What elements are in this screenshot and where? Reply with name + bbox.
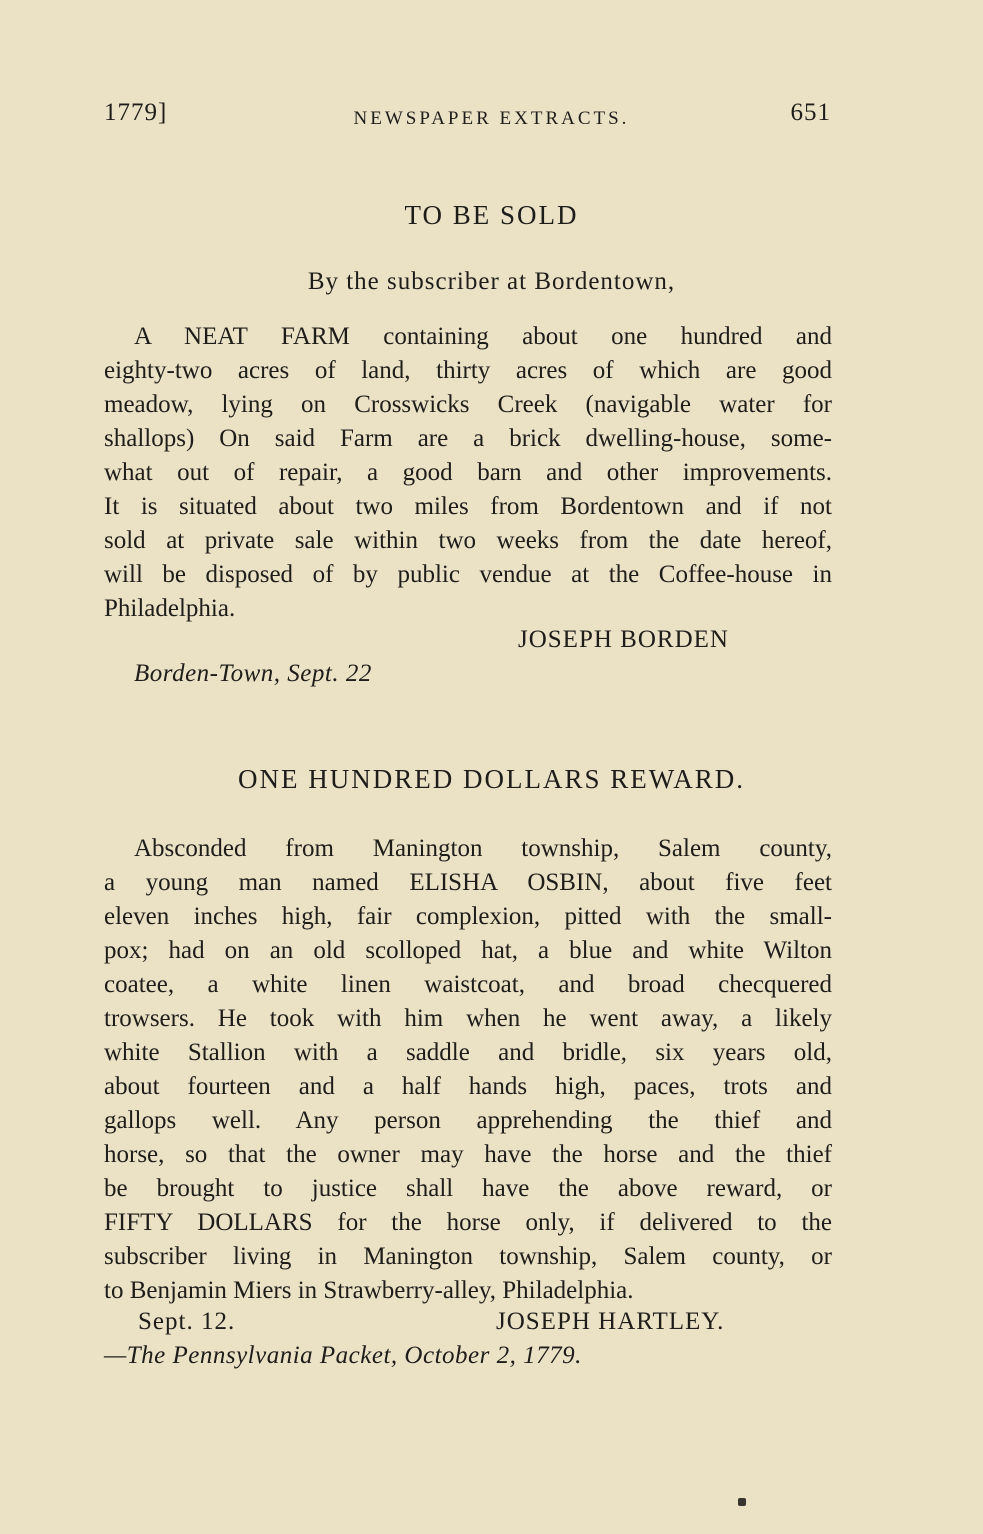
running-head-year: 1779] <box>104 99 168 126</box>
ad2-line-13: subscriber living in Manington township, Salem county, or <box>104 1243 832 1270</box>
ad1-signature: JOSEPH BORDEN <box>518 626 729 653</box>
ink-speck <box>738 1498 746 1506</box>
running-head-title: NEWSPAPER EXTRACTS. <box>353 108 630 129</box>
ad1-line-4: shallops) On said Farm are a brick dwelling-house, some- <box>104 425 832 452</box>
ad1-line-5: what out of repair, a good barn and other improvements. <box>104 459 832 486</box>
ad2-line-3: eleven inches high, fair complexion, pitted with the small- <box>104 903 832 930</box>
ad1-line-8: will be disposed of by public vendue at the Coffee-house in <box>104 561 832 588</box>
ad1-heading: TO BE SOLD <box>404 200 579 230</box>
ad2-line-11: be brought to justice shall have the above reward, or <box>104 1175 832 1202</box>
ad1-line-6: It is situated about two miles from Bordentown and if not <box>104 493 832 520</box>
ad2-line-5: coatee, a white linen waistcoat, and broad checquered <box>104 971 832 998</box>
ad2-line-10: horse, so that the owner may have the horse and the thief <box>104 1141 832 1168</box>
ad2-signature: JOSEPH HARTLEY. <box>496 1308 725 1335</box>
ad1-line-9: Philadelphia. <box>104 595 236 622</box>
ad2-line-14: to Benjamin Miers in Strawberry-alley, Philadelphia. <box>104 1277 634 1304</box>
ad2-line-6: trowsers. He took with him when he went away, a likely <box>104 1005 832 1032</box>
ad1-line-3: meadow, lying on Crosswicks Creek (navigable water for <box>104 391 832 418</box>
ad2-line-1: Absconded from Manington township, Salem county, <box>134 835 832 862</box>
ad1-intro: By the subscriber at Bordentown, <box>307 268 676 295</box>
page-number: 651 <box>790 99 831 126</box>
ad1-dateline: Borden-Town, Sept. 22 <box>134 660 372 687</box>
ad2-line-2: a young man named ELISHA OSBIN, about five feet <box>104 869 832 896</box>
ad2-date: Sept. 12. <box>138 1308 236 1335</box>
ad2-line-12: FIFTY DOLLARS for the horse only, if delivered to the <box>104 1209 832 1236</box>
source-citation: —The Pennsylvania Packet, October 2, 1779. <box>104 1342 582 1369</box>
ad2-heading: ONE HUNDRED DOLLARS REWARD. <box>238 764 745 794</box>
ad2-line-8: about fourteen and a half hands high, paces, trots and <box>104 1073 832 1100</box>
ad1-line-2: eighty-two acres of land, thirty acres of which are good <box>104 357 832 384</box>
ad2-line-4: pox; had on an old scolloped hat, a blue and white Wilton <box>104 937 832 964</box>
ad1-line-7: sold at private sale within two weeks from the date hereof, <box>104 527 832 554</box>
ad2-line-7: white Stallion with a saddle and bridle, six years old, <box>104 1039 832 1066</box>
ad2-line-9: gallops well. Any person apprehending the thief and <box>104 1107 832 1134</box>
ad1-line-1: A NEAT FARM containing about one hundred and <box>134 323 832 350</box>
